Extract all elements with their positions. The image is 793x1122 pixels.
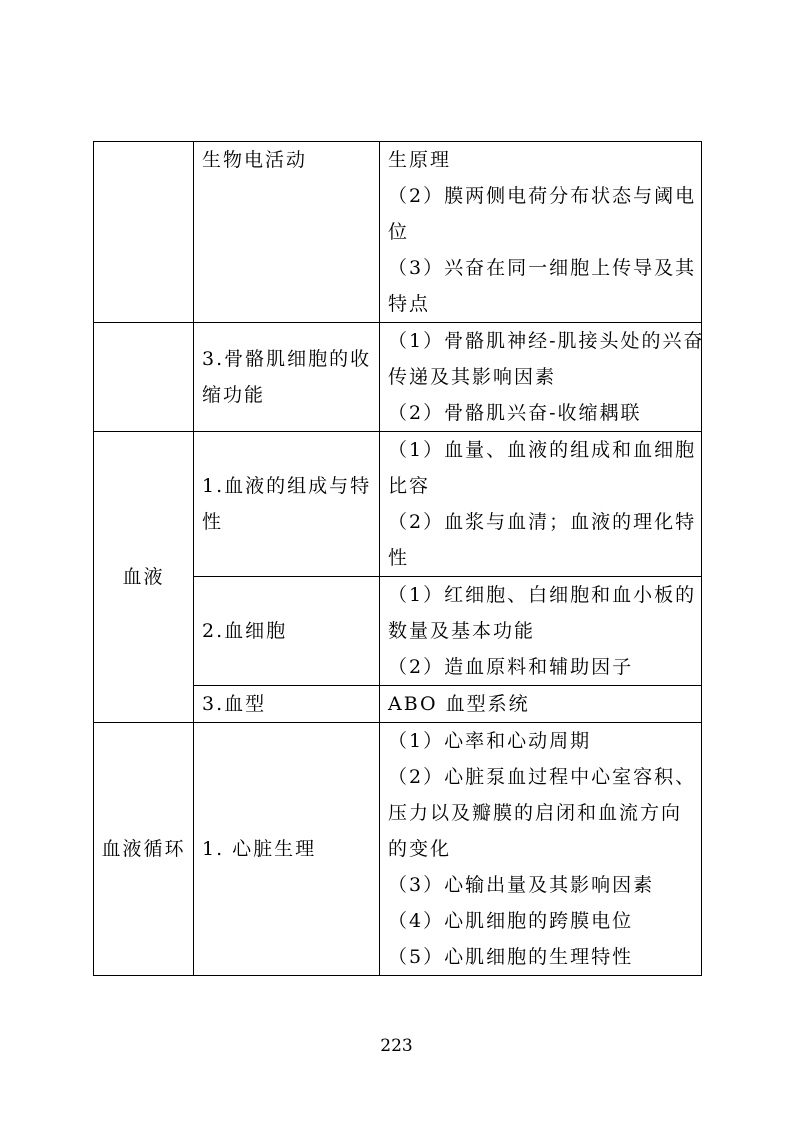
topic-cell	[194, 142, 380, 323]
detail-line: 数量及基本功能	[388, 620, 536, 642]
category-label: 血液	[122, 566, 165, 588]
topic-line: 3.骨骼肌细胞的收	[202, 348, 372, 370]
category-label: 血液循环	[101, 838, 186, 860]
detail-line: （2）骨骼肌兴奋-收缩耦联	[388, 402, 642, 424]
category-cell	[94, 142, 194, 323]
topic-line: 1.血液的组成与特	[202, 475, 372, 497]
detail-cell	[380, 723, 702, 976]
table-row	[94, 432, 702, 577]
detail-line: 传递及其影响因素	[388, 366, 557, 388]
topic-cell	[194, 686, 380, 723]
detail-line: 特点	[388, 293, 431, 315]
detail-line: （2）心脏泵血过程中心室容积、	[388, 766, 697, 788]
detail-cell	[380, 432, 702, 577]
table-row	[94, 323, 702, 432]
table-row	[94, 142, 702, 323]
detail-line: 位	[388, 221, 410, 243]
detail-line: 的变化	[388, 838, 452, 860]
detail-cell	[380, 686, 702, 723]
topic-line: 生物电活动	[202, 149, 308, 171]
category-cell	[94, 432, 194, 723]
detail-line: （2）血浆与血清；血液的理化特	[388, 511, 697, 533]
detail-line: （5）心肌细胞的生理特性	[388, 946, 634, 968]
topic-line: 缩功能	[202, 384, 266, 406]
detail-line: （4）心肌细胞的跨膜电位	[388, 910, 634, 932]
detail-line: 性	[388, 547, 410, 569]
detail-line: （1）血量、血液的组成和血细胞	[388, 439, 697, 461]
topic-line: 1. 心脏生理	[202, 838, 317, 860]
category-cell	[94, 323, 194, 432]
detail-line: 生原理	[388, 149, 452, 171]
detail-line: （2）造血原料和辅助因子	[388, 656, 634, 678]
category-cell	[94, 723, 194, 976]
detail-line: 压力以及瓣膜的启闭和血流方向	[388, 802, 683, 824]
page-number: 223	[380, 1036, 413, 1056]
topic-cell	[194, 723, 380, 976]
detail-line: 比容	[388, 475, 431, 497]
topic-cell	[194, 432, 380, 577]
detail-line: （3）心输出量及其影响因素	[388, 874, 655, 896]
detail-line: ABO 血型系统	[388, 693, 530, 715]
topic-cell	[194, 577, 380, 686]
detail-line: （1）心率和心动周期	[388, 730, 592, 752]
topic-line: 3.血型	[202, 693, 267, 715]
topic-cell	[194, 323, 380, 432]
detail-line: （2）膜两侧电荷分布状态与阈电	[388, 185, 697, 207]
syllabus-table	[93, 141, 705, 976]
detail-cell	[380, 142, 702, 323]
detail-cell	[380, 323, 705, 432]
detail-cell	[380, 577, 702, 686]
topic-line: 性	[202, 511, 224, 533]
table-row	[94, 723, 702, 976]
topic-line: 2.血细胞	[202, 620, 288, 642]
detail-line: （3）兴奋在同一细胞上传导及其	[388, 257, 697, 279]
detail-line: （1）骨骼肌神经-肌接头处的兴奋	[388, 330, 705, 352]
detail-line: （1）红细胞、白细胞和血小板的	[388, 584, 697, 606]
